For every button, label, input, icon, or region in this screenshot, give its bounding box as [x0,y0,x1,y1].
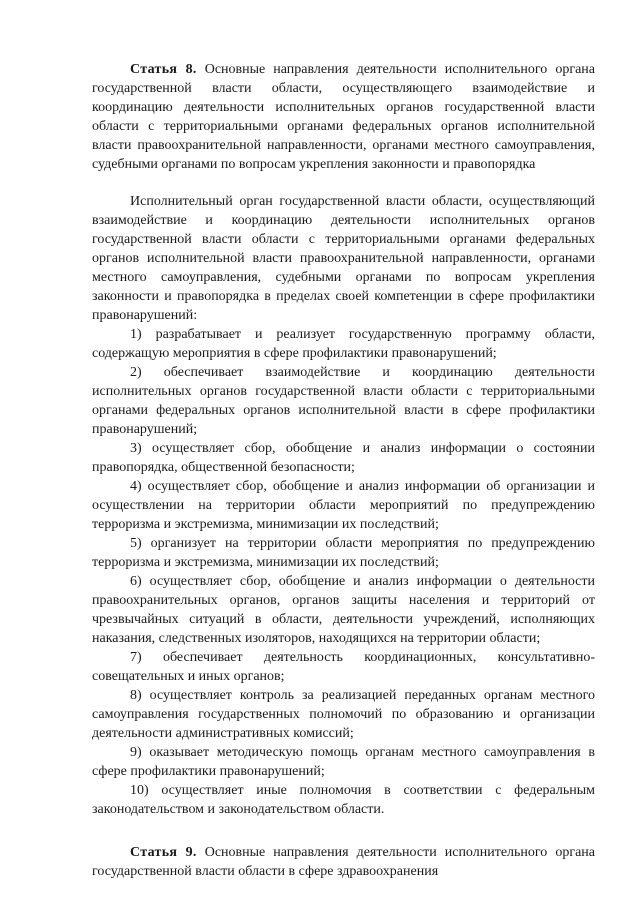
article-8-number: Статья 8. [130,62,197,77]
article-8-item-5: 5) организует на территории области мероприятия по предупреждению терроризма и экстремизма, минимизации их последствий; [92,536,595,570]
article-8-item-1: 1) разрабатывает и реализует государственную программу области, содержащую мероприятия в сфере профилактики правонарушений; [92,327,595,361]
spacer [92,174,595,192]
spacer [92,819,595,843]
article-8-item-3: 3) осуществляет сбор, обобщение и анализ информации о состоянии правопорядка, общественной безопасности; [92,441,595,475]
article-9-number: Статья 9. [130,845,197,860]
article-9-title: Основные направления деятельности исполнительного органа государственной власти области в сфере здравоохранения [92,845,595,879]
article-8-intro: Исполнительный орган государственной власти области, осуществляющий взаимодействие и координацию деятельности исполнительных органов государственной власти области с территориальными органами федеральных органов исполнительной власти правоохранительной направленности, органами местного самоуправления, судебными органами по вопросам укрепления законности и правопорядка в пределах своей компетенции в сфере профилактики правонарушений: [92,194,595,323]
article-8-item-4: 4) осуществляет сбор, обобщение и анализ информации об организации и осуществлении на территории области мероприятий по предупреждению терроризма и экстремизма, минимизации их последствий; [92,479,595,532]
article-8-item-10: 10) осуществляет иные полномочия в соответствии с федеральным законодательством и законодательством области. [92,783,595,817]
article-8-item-9: 9) оказывает методическую помощь органам местного самоуправления в сфере профилактики правонарушений; [92,745,595,779]
article-8-item-6: 6) осуществляет сбор, обобщение и анализ информации о деятельности правоохранительных органов, органов защиты населения и территорий от чрезвычайных ситуаций в области, деятельности учреждений, исполняющих наказания, следственных изоляторов, находящихся на территории области; [92,574,595,646]
article-8-heading [92,60,595,174]
article-8-item-2: 2) обеспечивает взаимодействие и координацию деятельности исполнительных органов государственной власти области с территориальными органами федеральных органов исполнительной власти в сфере профилактики правонарушений; [92,365,595,437]
article-8-item-8: 8) осуществляет контроль за реализацией переданных органам местного самоуправления государственных полномочий по образованию и организации деятельности административных комиссий; [92,688,595,741]
article-9-heading [92,843,595,881]
article-8-title: Основные направления деятельности исполнительного органа государственной власти области, осуществляющего взаимодействие и координацию деятельности исполнительных органов государственной власти области с территориальными органами федеральных органов исполнительной власти правоохранительной направленности, органами местного самоуправления, судебными органами по вопросам укрепления законности и правопорядка [92,62,595,172]
article-8-item-7: 7) обеспечивает деятельность координационных, консультативно-совещательных и иных органов; [92,650,595,684]
document-page [92,60,595,881]
